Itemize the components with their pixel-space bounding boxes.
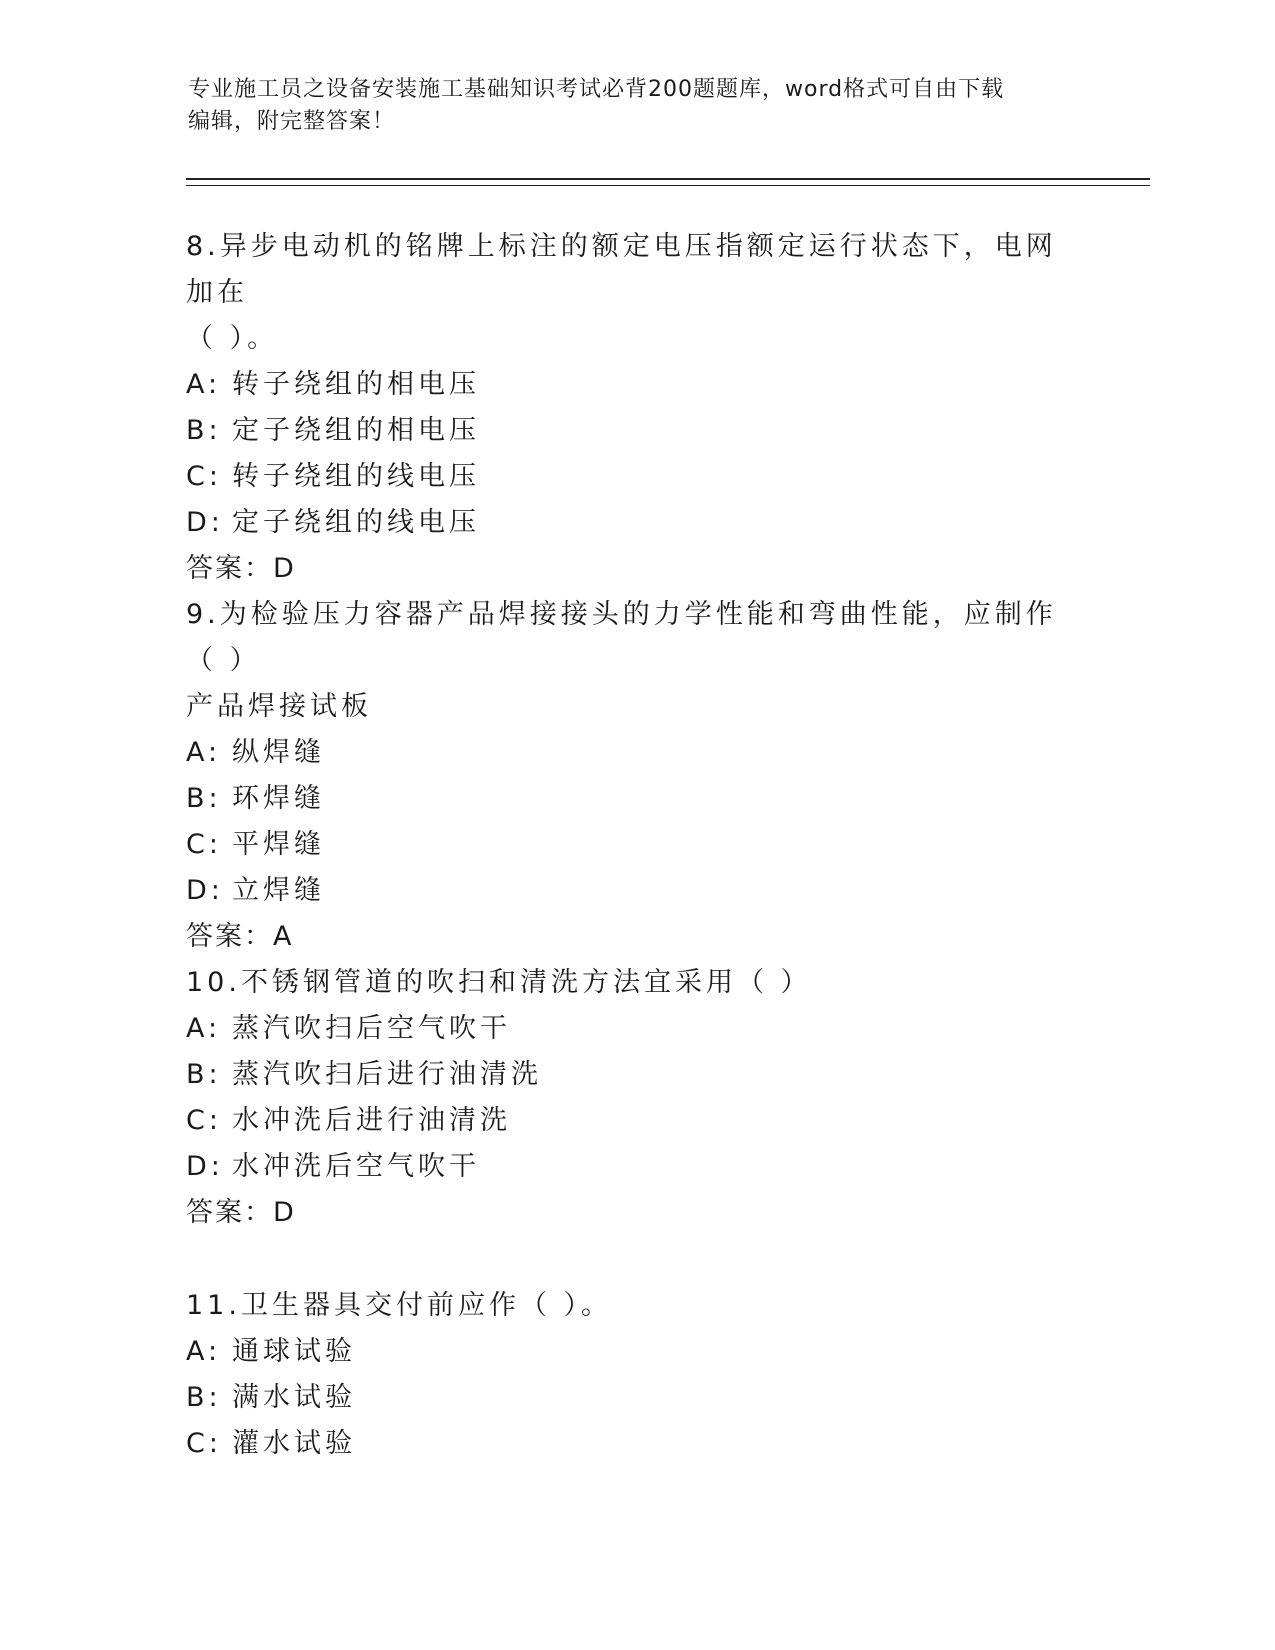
option-text: 灌水试验 — [232, 1428, 356, 1459]
option-text: 蒸汽吹扫后空气吹干 — [232, 1013, 511, 1044]
header-divider — [186, 178, 1150, 186]
question-10 — [186, 960, 1086, 1236]
option-d — [186, 500, 1086, 546]
option-letter: B: — [186, 783, 222, 814]
option-text: 蒸汽吹扫后进行油清洗 — [232, 1059, 542, 1090]
option-letter: A: — [186, 737, 222, 768]
option-text: 转子绕组的相电压 — [232, 369, 480, 400]
option-a — [186, 1329, 1086, 1375]
option-letter: B: — [186, 415, 222, 446]
option-text: 水冲洗后进行油清洗 — [232, 1105, 511, 1136]
option-c — [186, 1421, 1086, 1467]
option-letter: D: — [186, 875, 224, 906]
option-c — [186, 454, 1086, 500]
option-d — [186, 1144, 1086, 1190]
question-stem: 8.异步电动机的铭牌上标注的额定电压指额定运行状态下，电网加在 （ ）。 — [186, 231, 1057, 354]
option-text: 满水试验 — [232, 1382, 356, 1413]
option-b — [186, 776, 1086, 822]
option-a — [186, 1006, 1086, 1052]
question-stem: 11.卫生器具交付前应作（ ）。 — [186, 1290, 613, 1321]
question-stem: 9.为检验压力容器产品焊接接头的力学性能和弯曲性能，应制作（ ） 产品焊接试板 — [186, 599, 1057, 722]
option-text: 平焊缝 — [232, 829, 325, 860]
option-a — [186, 362, 1086, 408]
option-letter: B: — [186, 1382, 222, 1413]
answer: 答案：A — [186, 921, 294, 952]
option-letter: C: — [186, 1428, 222, 1459]
question-11 — [186, 1283, 1086, 1467]
option-letter: D: — [186, 507, 224, 538]
option-letter: C: — [186, 829, 222, 860]
page-header: 专业施工员之设备安装施工基础知识考试必背200题题库，word格式可自由下载 编辑，附完整答案！ — [188, 77, 1005, 134]
option-text: 通球试验 — [232, 1336, 356, 1367]
option-b — [186, 1052, 1086, 1098]
option-letter: C: — [186, 461, 222, 492]
option-text: 纵焊缝 — [232, 737, 325, 768]
option-text: 定子绕组的线电压 — [232, 507, 480, 538]
option-b — [186, 1375, 1086, 1421]
option-b — [186, 408, 1086, 454]
option-text: 水冲洗后空气吹干 — [232, 1151, 480, 1182]
option-text: 转子绕组的线电压 — [232, 461, 480, 492]
option-text: 定子绕组的相电压 — [232, 415, 480, 446]
option-c — [186, 1098, 1086, 1144]
answer: 答案：D — [186, 1197, 296, 1228]
option-letter: C: — [186, 1105, 222, 1136]
option-d — [186, 868, 1086, 914]
question-8 — [186, 224, 1086, 592]
answer: 答案：D — [186, 553, 296, 584]
option-a — [186, 730, 1086, 776]
question-9 — [186, 592, 1086, 960]
option-text: 环焊缝 — [232, 783, 325, 814]
option-letter: D: — [186, 1151, 224, 1182]
option-text: 立焊缝 — [232, 875, 325, 906]
option-letter: A: — [186, 1336, 222, 1367]
option-c — [186, 822, 1086, 868]
option-letter: A: — [186, 1013, 222, 1044]
question-stem: 10.不锈钢管道的吹扫和清洗方法宜采用（ ） — [186, 967, 812, 998]
option-letter: B: — [186, 1059, 222, 1090]
option-letter: A: — [186, 369, 222, 400]
